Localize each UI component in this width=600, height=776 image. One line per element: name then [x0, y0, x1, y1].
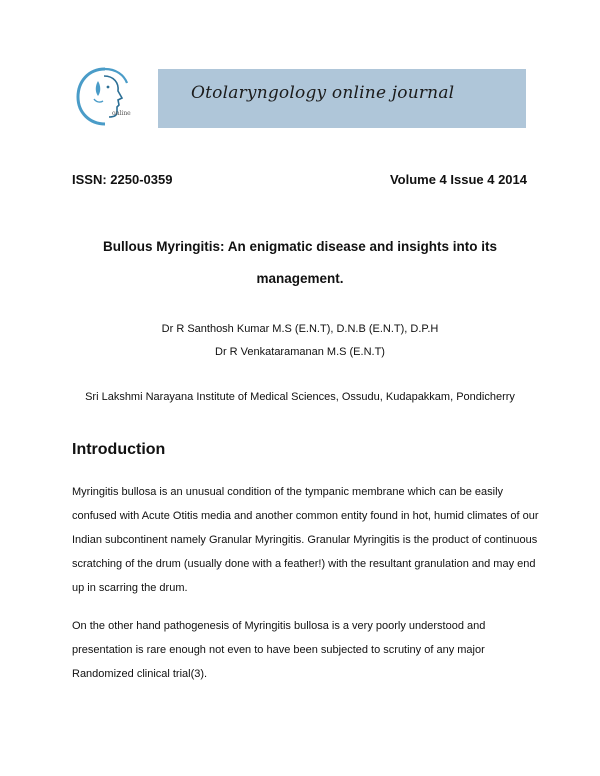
paragraph-line: On the other hand pathogenesis of Myringitis bullosa is a very poorly understood and [72, 620, 486, 632]
journal-logo-icon [74, 66, 136, 128]
author-list [60, 318, 540, 364]
journal-title: Otolaryngology online journal [191, 83, 455, 103]
article-title-line: management. [256, 271, 344, 286]
section-heading: Introduction [72, 441, 166, 458]
author: Dr R Santhosh Kumar M.S (E.N.T), D.N.B (E.N.T), D.P.H [161, 323, 439, 335]
volume-issue: Volume 4 Issue 4 2014 [389, 172, 527, 187]
paragraph-line: scratching of the drum (usually done with a feather!) with the resultant granulation and may end [72, 558, 536, 570]
paragraph [72, 614, 532, 686]
paragraph [72, 480, 539, 600]
affiliation: Sri Lakshmi Narayana Institute of Medical Sciences, Ossudu, Kudapakkam, Pondicherry [85, 391, 515, 403]
journal-logo [74, 66, 136, 128]
paragraph-line: Myringitis bullosa is an unusual condition of the tympanic membrane which can be easily [72, 486, 504, 498]
paragraph-line: presentation is rare enough not even to have been subjected to scrutiny of any major [72, 644, 485, 656]
paragraph-line: confused with Acute Otitis media and another common entity found in hot, humid climates of our [72, 510, 539, 522]
author: Dr R Venkataramanan M.S (E.N.T) [215, 346, 385, 358]
paragraph-line: Indian subcontinent namely Granular Myringitis. Granular Myringitis is the product of continuous [72, 534, 538, 546]
journal-banner [158, 69, 526, 128]
paragraph-line: Randomized clinical trial(3). [72, 668, 208, 680]
paragraph-line: up in scarring the drum. [72, 582, 188, 594]
issn: ISSN: 2250-0359 [72, 172, 173, 187]
article-title-line: Bullous Myringitis: An enigmatic disease and insights into its [102, 239, 498, 254]
article-title [60, 231, 540, 295]
logo-text: online [112, 110, 131, 117]
